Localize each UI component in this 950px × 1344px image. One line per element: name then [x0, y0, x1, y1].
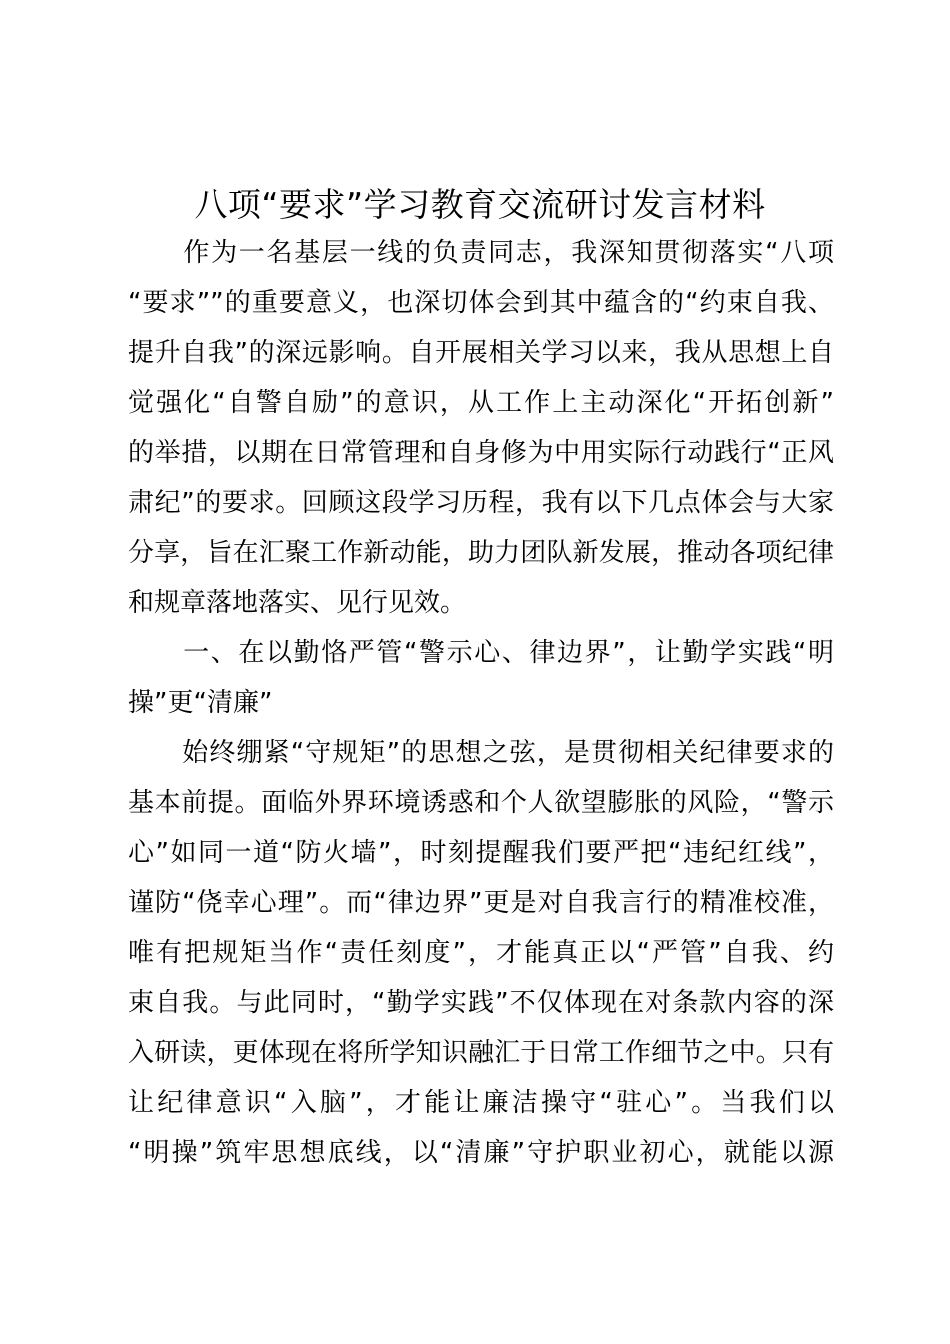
document-title: 八项“要求”学习教育交流研讨发言材料 — [194, 185, 766, 224]
paragraph-line: 基本前提。面临外界环境诱惑和个人欲望膨胀的风险，“警示 — [128, 788, 834, 818]
paragraph-line: 唯有把规矩当作“责任刻度”，才能真正以“严管”自我、约 — [128, 938, 834, 968]
paragraph-line: 觉强化“自警自励”的意识，从工作上主动深化“开拓创新” — [128, 388, 834, 418]
paragraph-line: 分享，旨在汇聚工作新动能，助力团队新发展，推动各项纪律 — [128, 538, 834, 568]
paragraph-line: “要求””的重要意义，也深切体会到其中蕴含的“约束自我、 — [128, 288, 834, 318]
paragraph-line: 的举措，以期在日常管理和自身修为中用实际行动践行“正风 — [128, 438, 834, 468]
paragraph-line: 肃纪”的要求。回顾这段学习历程，我有以下几点体会与大家 — [128, 488, 834, 518]
paragraph-line: 和规章落地落实、见行见效。 — [128, 588, 467, 618]
paragraph-line: “明操”筑牢思想底线，以“清廉”守护职业初心，就能以源 — [128, 1138, 834, 1168]
paragraph-line: 谨防“侥幸心理”。而“律边界”更是对自我言行的精准校准， — [128, 888, 834, 918]
paragraph-line: 心”如同一道“防火墙”，时刻提醒我们要严把“违纪红线”， — [128, 838, 834, 868]
paragraph-line: 始终绷紧“守规矩”的思想之弦，是贯彻相关纪律要求的 — [128, 738, 834, 768]
paragraph-line: 入研读，更体现在将所学知识融汇于日常工作细节之中。只有 — [128, 1038, 834, 1068]
paragraph-line: 作为一名基层一线的负责同志，我深知贯彻落实“八项 — [128, 238, 834, 268]
paragraph-line: 提升自我”的深远影响。自开展相关学习以来，我从思想上自 — [128, 338, 834, 368]
section-heading-line: 操”更“清廉” — [128, 688, 273, 718]
paragraph-line: 束自我。与此同时，“勤学实践”不仅体现在对条款内容的深 — [128, 988, 834, 1018]
paragraph-line: 让纪律意识“入脑”，才能让廉洁操守“驻心”。当我们以 — [128, 1088, 834, 1118]
section-heading-line: 一、在以勤恪严管“警示心、律边界”，让勤学实践“明 — [128, 638, 834, 668]
